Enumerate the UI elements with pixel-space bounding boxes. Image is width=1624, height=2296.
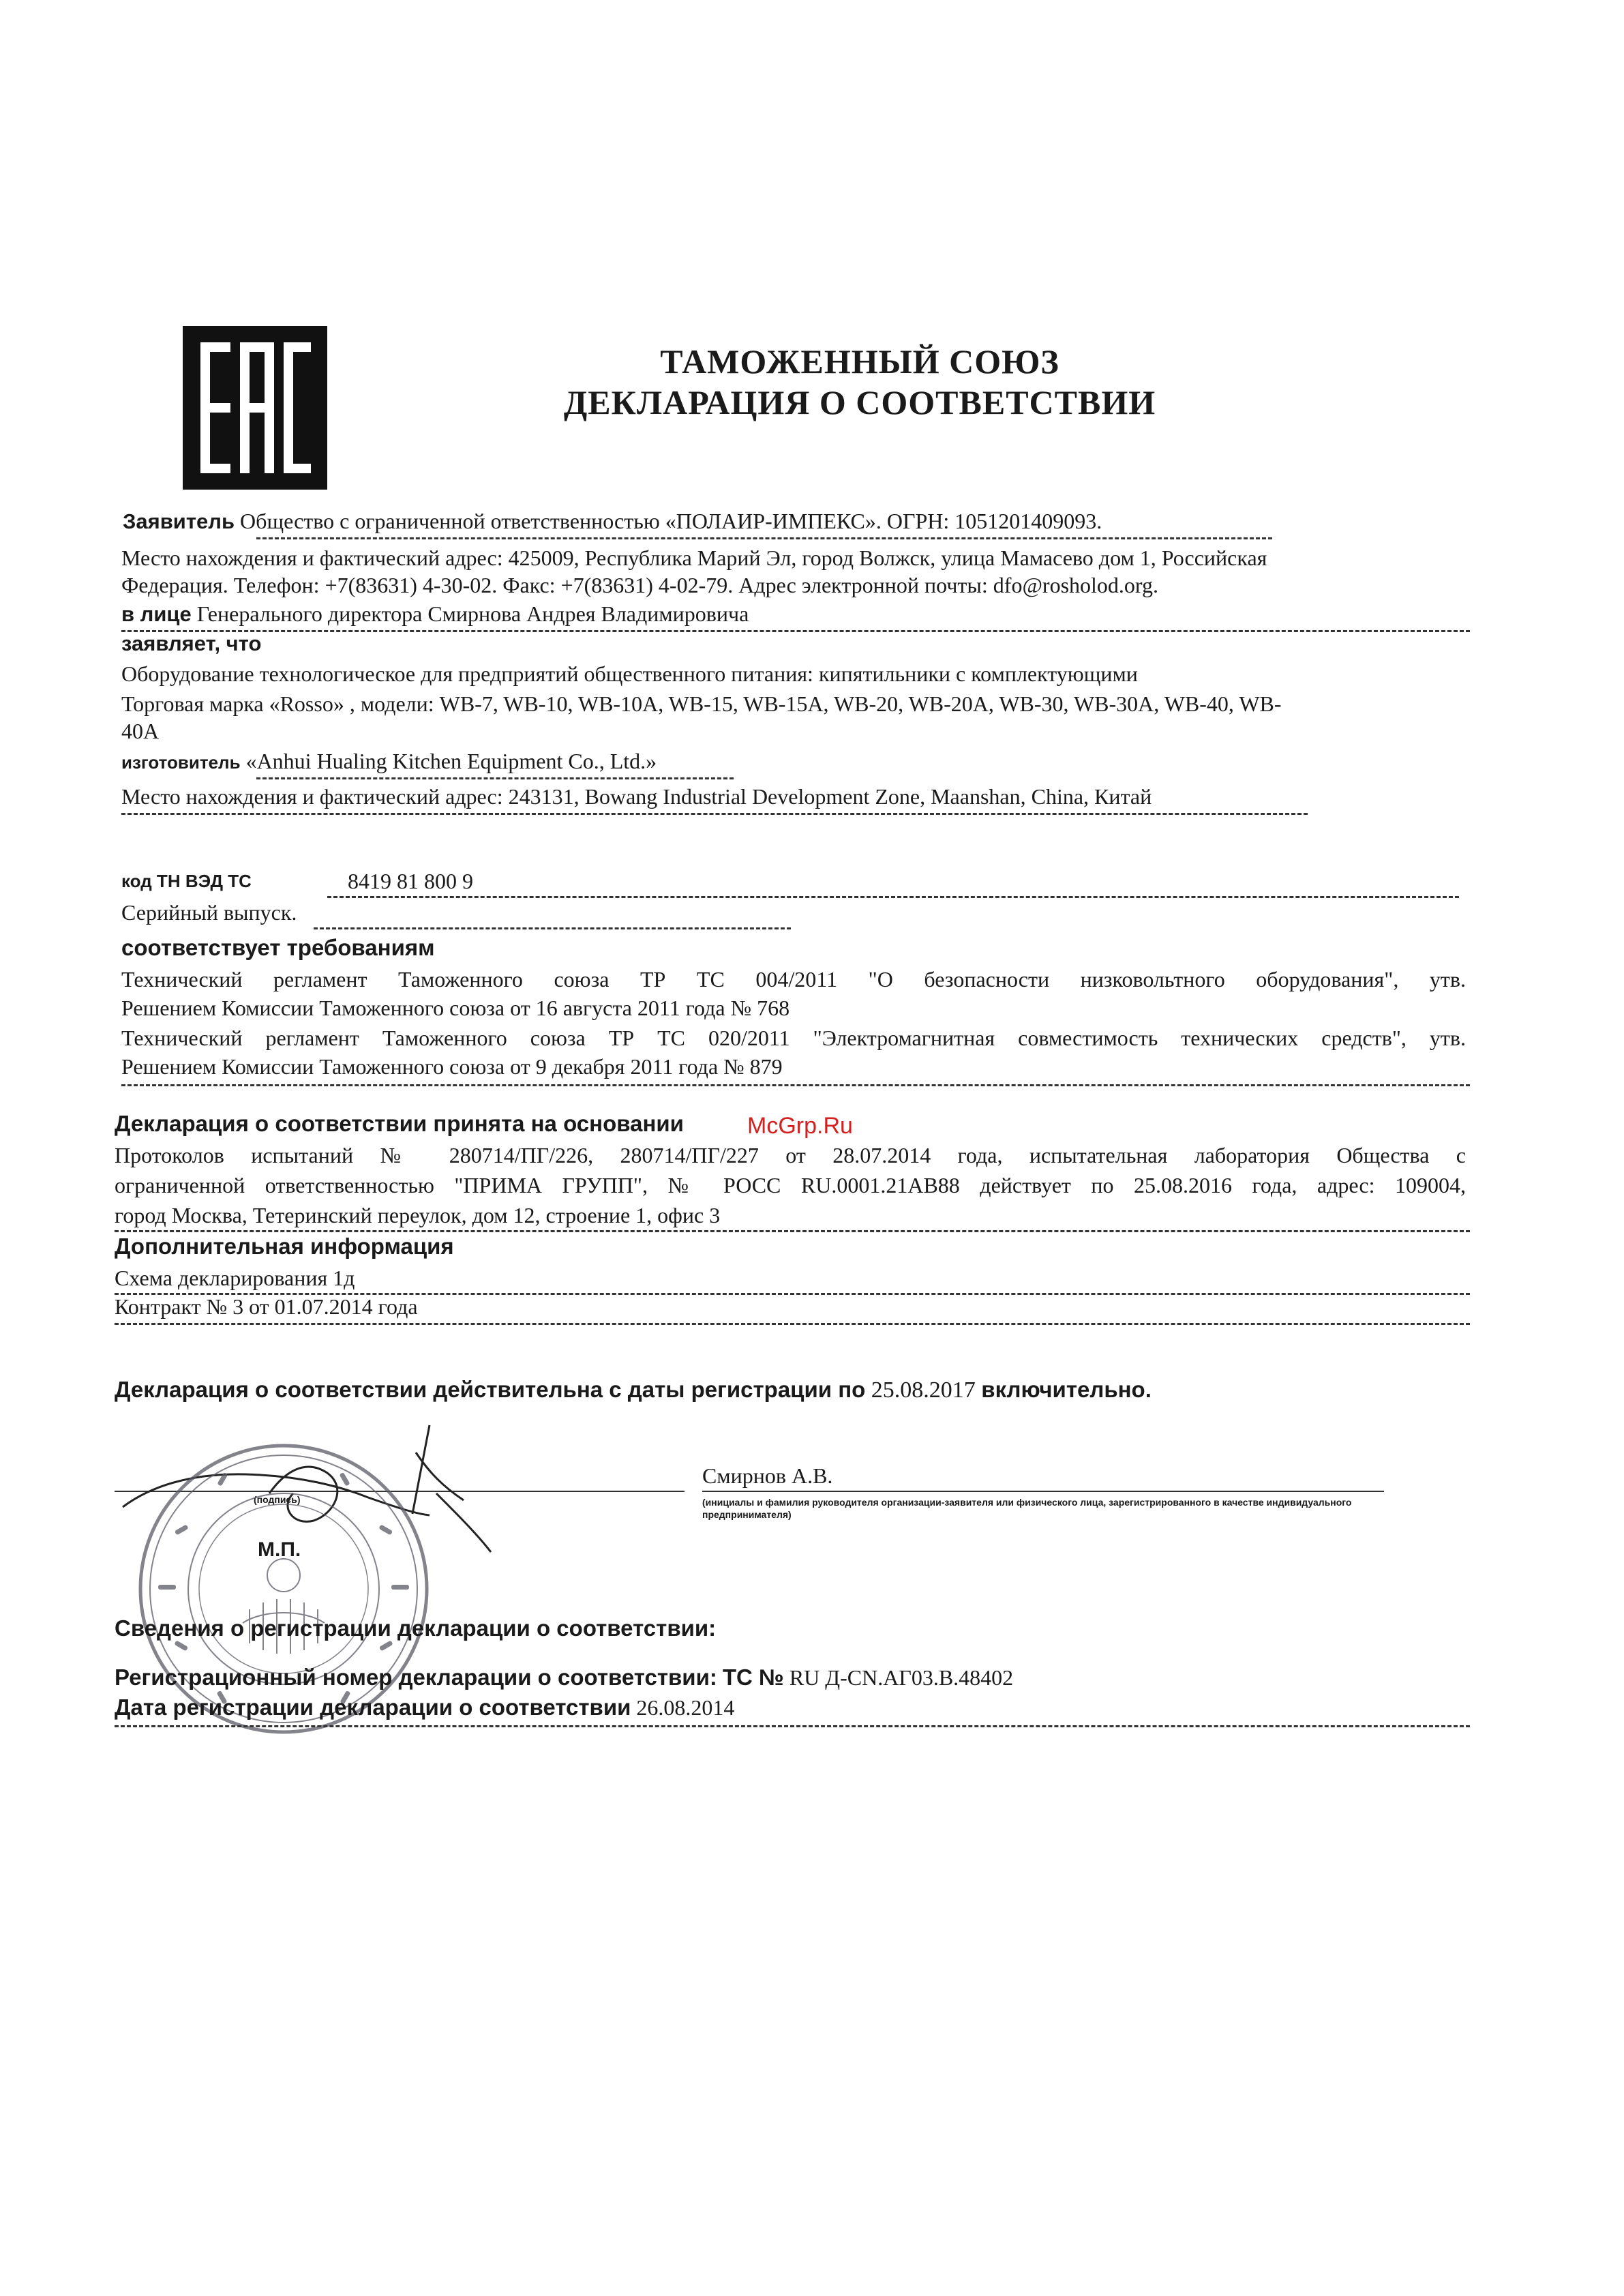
product-description: Оборудование технологическое для предприятий общественного питания: кипятильники с комплектующими [121,661,1138,686]
registration-number-prefix: ТС № [722,1665,784,1690]
applicant-address: Место нахождения и фактический адрес: 425009, Республика Марий Эл, город Волжск, улица Мамасево дом 1, Российская [121,546,1267,570]
signer-name: Смирнов А.В. [702,1463,833,1488]
requirements-label: соответствует требованиям [121,935,435,960]
registration-date: 26.08.2014 [636,1695,735,1720]
declares-label: заявляет, что [121,631,262,655]
person-label: в лице [121,602,192,626]
models-line: Торговая марка «Rosso» , модели: WB-7, WB-10, WB-10A, WB-15, WB-15A, WB-20, WB-20A, WB-30, WB-30A, WB-40, WB- [121,691,1282,716]
divider [327,896,1459,898]
serial-production: Серийный выпуск. [121,900,297,925]
basis-line: ограниченной ответственностью "ПРИМА ГРУПП", № РОСС RU.0001.21АВ88 действует по 25.08.2016 года, адрес: 109004, [115,1173,1466,1197]
registration-date-label: Дата регистрации декларации о соответствии [115,1695,631,1720]
manufacturer-label: изготовитель [121,752,241,773]
registration-number-label: Регистрационный номер декларации о соответствии: [115,1665,717,1690]
divider [115,1230,1470,1232]
mp-label: М.П. [258,1538,301,1561]
registration-title: Сведения о регистрации декларации о соответствии: [115,1615,717,1641]
additional-label: Дополнительная информация [115,1234,454,1259]
divider [121,813,1308,815]
declaration-title: ДЕКЛАРАЦИЯ О СООТВЕТСТВИИ [563,383,1156,421]
validity-prefix: Декларация о соответствии действительна с даты регистрации по [115,1377,866,1402]
regulation-2-approval: Решением Комиссии Таможенного союза от 9 декабря 2011 года № 879 [121,1054,783,1079]
divider [115,1323,1470,1325]
divider [256,537,1272,539]
basis-line: город Москва, Тетеринский переулок, дом 12, строение 1, офис 3 [115,1203,721,1227]
validity-date: 25.08.2017 [871,1377,976,1403]
validity-suffix: включительно. [981,1377,1152,1402]
name-caption: (инициалы и фамилия руководителя организации-заявителя или физического лица, зарегистрированного в качестве индивидуального предпринимателя) [702,1497,1352,1520]
manufacturer-name: «Anhui Hualing Kitchen Equipment Co., Ltd.» [245,749,657,773]
code-label: код ТН ВЭД ТС [121,871,252,891]
applicant-contacts: Федерация. Телефон: +7(83631) 4-30-02. Факс: +7(83631) 4-02-79. Адрес электронной почты: dfo@rosholod.org. [121,573,1158,597]
divider [121,1084,1470,1086]
basis-label: Декларация о соответствии принята на основании [115,1111,684,1136]
regulation-2: Технический регламент Таможенного союза ТР ТС 020/2011 "Электромагнитная совместимость технических средств", утв. [121,1026,1466,1050]
validity-row [115,1375,1152,1405]
registration-number-row [115,1664,1013,1691]
manufacturer-address: Место нахождения и фактический адрес: 243131, Bowang Industrial Development Zone, Maanshan, China, Китай [121,784,1152,809]
applicant-label: Заявитель [123,509,235,533]
name-line [702,1491,1384,1492]
union-title: ТАМОЖЕННЫЙ СОЮЗ [660,342,1059,381]
manufacturer-row [121,747,657,776]
applicant-row [123,507,1102,535]
watermark: McGrp.Ru [747,1113,853,1139]
divider [115,1725,1470,1727]
divider [314,927,791,929]
models-line-cont: 40A [121,719,160,743]
divider [121,630,1470,632]
code-value: 8419 81 800 9 [348,869,473,893]
applicant-person-row [121,600,749,628]
basis-line: Протоколов испытаний № 280714/ПГ/226, 280714/ПГ/227 от 28.07.2014 года, испытательная лаборатория Общества с [115,1143,1466,1167]
sign-caption: (подпись) [254,1494,301,1505]
applicant-name: Общество с ограниченной ответственностью «ПОЛАИР-ИМПЕКС». ОГРН: 1051201409093. [240,509,1102,533]
regulation-1-approval: Решением Комиссии Таможенного союза от 16 августа 2011 года № 768 [121,996,790,1020]
divider [256,777,734,779]
additional-line: Контракт № 3 от 01.07.2014 года [115,1294,418,1319]
additional-line: Схема декларирования 1д [115,1266,355,1290]
registration-number: RU Д-CN.АГ03.В.48402 [789,1665,1014,1690]
person-name: Генерального директора Смирнова Андрея Владимировича [196,601,749,626]
registration-date-row [115,1694,734,1721]
regulation-1: Технический регламент Таможенного союза ТР ТС 004/2011 "О безопасности низковольтного оборудования", утв. [121,967,1466,992]
